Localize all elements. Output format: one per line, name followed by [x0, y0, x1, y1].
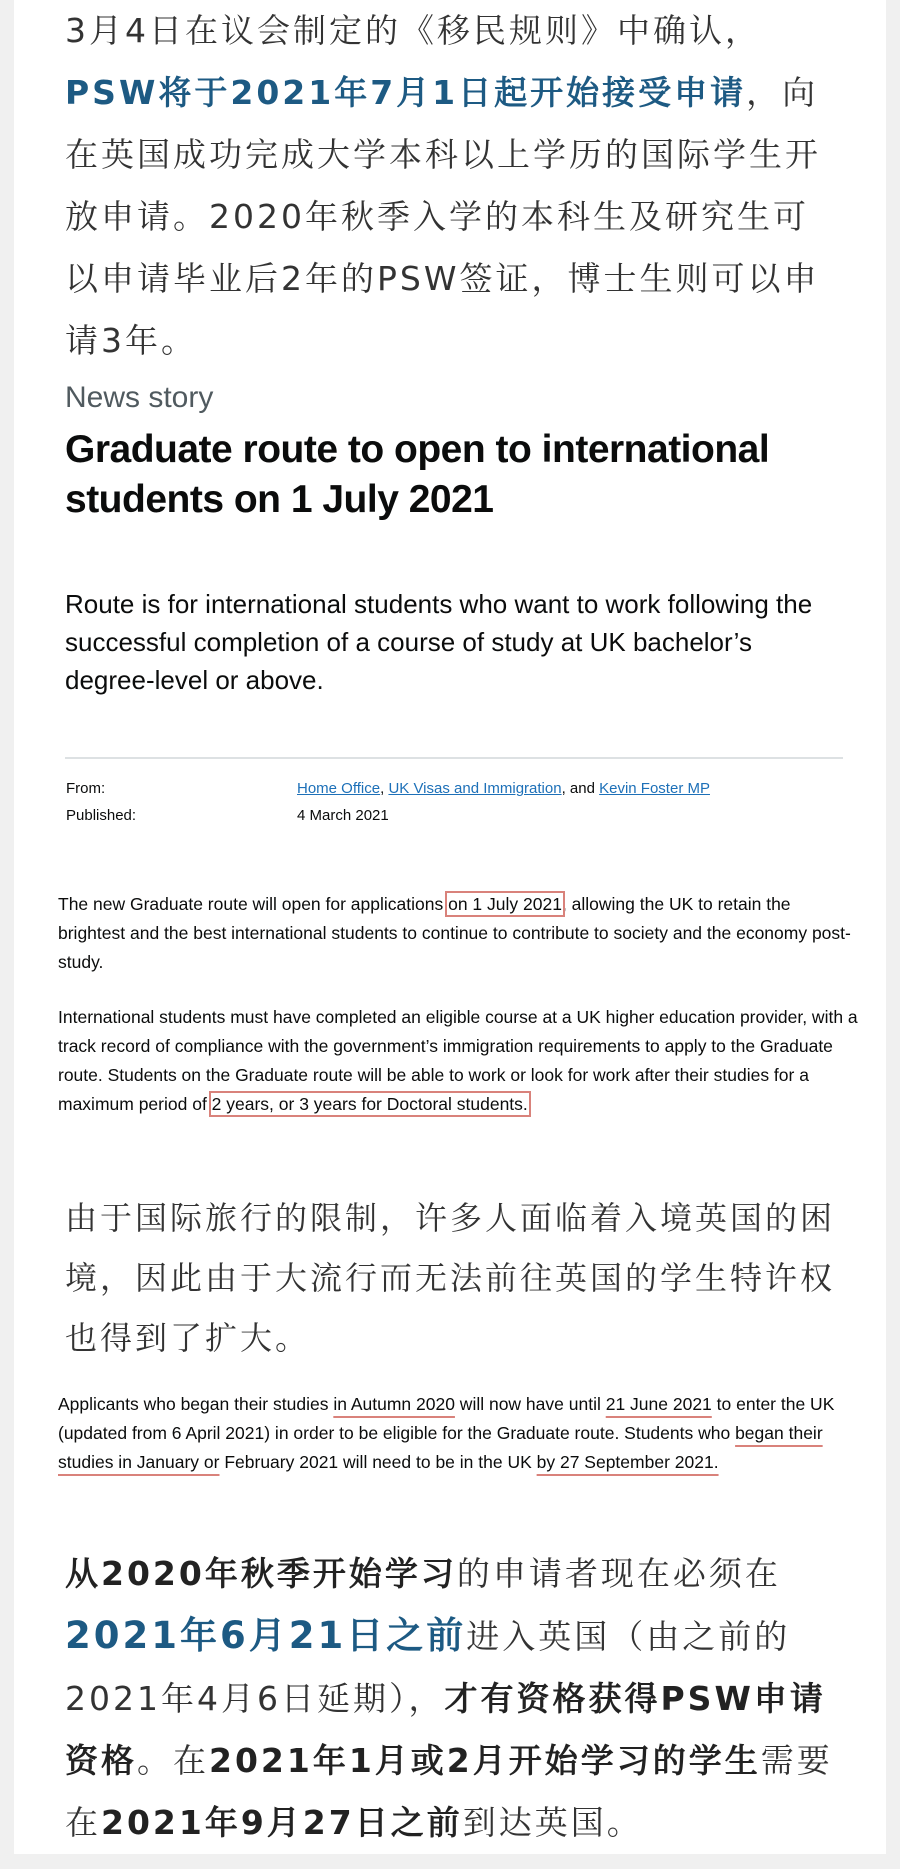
outro-cn-s9: 2021年9月27日之前 — [101, 1803, 463, 1842]
link-home-office[interactable]: Home Office — [297, 780, 381, 797]
body-paragraph-2 — [58, 1003, 858, 1119]
published-label: Published: — [66, 807, 137, 824]
para3-text-d: February 2021 will need to be in the UK — [219, 1452, 537, 1472]
body-paragraph-3 — [58, 1390, 858, 1477]
from-links — [297, 780, 710, 797]
outro-cn-date-highlight: 2021年6月21日之前 — [65, 1614, 467, 1657]
para3-text-a: Applicants who began their studies — [58, 1394, 334, 1414]
from-sep-2: , and — [561, 780, 600, 797]
para3-underline-3: began their studies in January or — [58, 1423, 823, 1472]
outro-cn-s4: 进入英国（由之前的2021年4月6日延期）， — [65, 1617, 791, 1718]
outro-cn-s7: 2021年1月或2月开始学习的学生 — [209, 1741, 761, 1780]
news-lede: Route is for international students who want to work following the successful completion of a course of study at UK bachelor’s degree-level or above. — [65, 589, 813, 695]
intro-cn-highlight: PSW将于2021年7月1日起开始接受申请 — [65, 73, 747, 112]
para1-highlight-box: on 1 July 2021 — [448, 894, 562, 914]
outro-cn-s1: 从2020年秋季开始学习 — [65, 1554, 457, 1593]
from-label: From: — [66, 780, 106, 797]
outro-cn-s6: 。在 — [137, 1741, 209, 1780]
para3-text-b: will now have until — [454, 1394, 606, 1414]
mid-cn-paragraph: 由于国际旅行的限制，许多人面临着入境英国的困境，因此由于大流行而无法前往英国的学生特许权也得到了扩大。 — [65, 1199, 836, 1357]
link-uk-visas[interactable]: UK Visas and Immigration — [388, 780, 562, 797]
intro-cn-line1: 3月4日在议会制定的《移民规则》中确认， — [65, 11, 761, 50]
para1-text-a: The new Graduate route will open for applications — [58, 894, 449, 914]
outro-cn-s8: 需要在 — [65, 1741, 833, 1842]
outro-cn-s10: 到达英国。 — [462, 1803, 643, 1842]
intro-cn-rest: ，向在英国成功完成大学本科以上学历的国际学生开放申请。2020年秋季入学的本科生及研究生可以申请毕业后2年的PSW签证，博士生则可以申请3年。 — [65, 73, 821, 360]
news-title: Graduate route to open to international students on 1 July 2021 — [65, 428, 770, 521]
para3-underline-2: 21 June 2021 — [605, 1394, 712, 1414]
para2-highlight-box: 2 years, or 3 years for Doctoral students. — [211, 1094, 528, 1114]
para1-text-b: , allowing the UK to retain the brightest and the best international students to continue to contribute to society and the economy post-study. — [58, 894, 851, 972]
para2-text-a: International students must have completed an eligible course at a UK higher education provider, with a track record of compliance with the government’s immigration requirements to apply to the Graduate route. Students on the Graduate route will be able to work or look for work after their studies for a maximum period of — [58, 1007, 858, 1114]
para3-underline-1: in Autumn 2020 — [333, 1394, 455, 1414]
body-paragraph-1 — [58, 890, 858, 977]
outro-cn-paragraph — [65, 1543, 835, 1854]
intro-cn-paragraph — [65, 0, 835, 372]
from-sep-1: , — [380, 780, 389, 797]
published-value: 4 March 2021 — [297, 807, 389, 824]
link-kevin-foster[interactable]: Kevin Foster MP — [599, 780, 710, 797]
news-kicker: News story — [65, 381, 214, 414]
outro-cn-s2: 的申请者现在必须在 — [456, 1554, 781, 1593]
para3-text-c: to enter the UK (updated from 6 April 2021) in order to be eligible for the Graduate route. Students who — [58, 1394, 835, 1443]
para3-underline-4: by 27 September 2021. — [536, 1452, 719, 1472]
divider — [65, 757, 843, 759]
outro-cn-s5: 才有资格获得PSW申请资格 — [65, 1679, 826, 1780]
